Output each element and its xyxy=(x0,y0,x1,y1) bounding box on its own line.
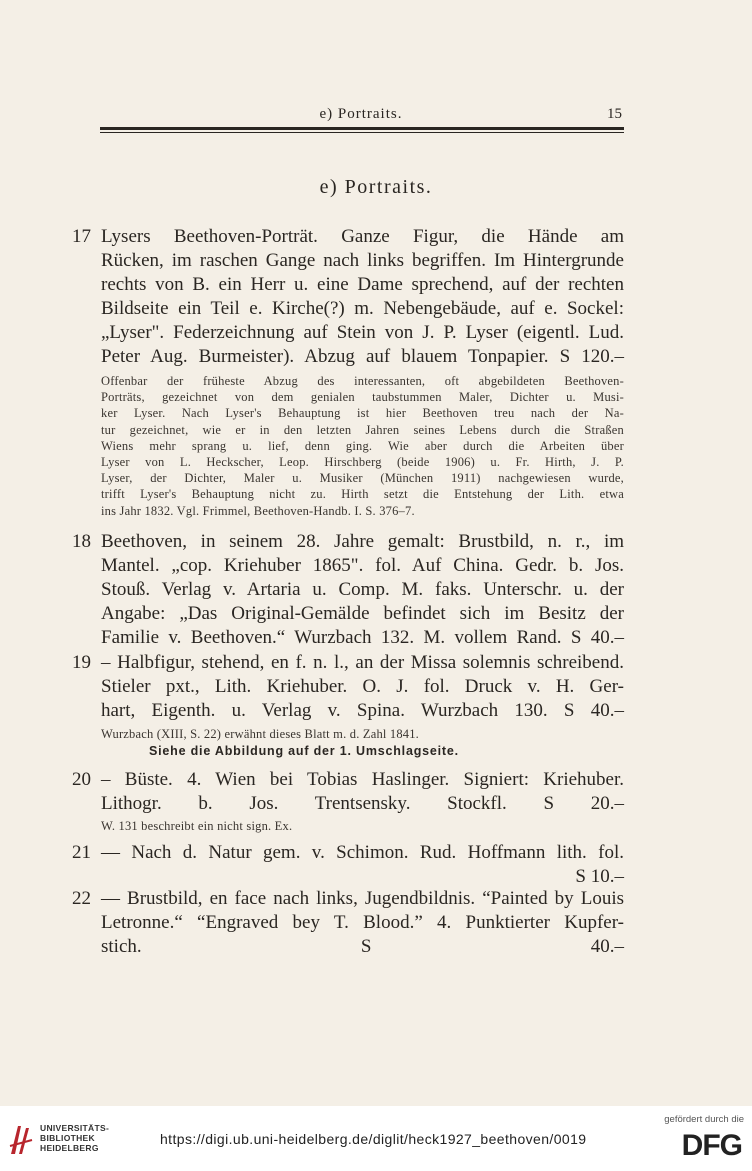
entry-note-line: Offenbar der früheste Abzug des interessanten, oft abgebildeten Beethoven- xyxy=(101,374,624,388)
entry-line: hart, Eigenth. u. Verlag v. Spina. Wurzbach 130. S 40.– xyxy=(101,700,624,721)
entry-line: Letronne.“ “Engraved bey T. Blood.” 4. Punktierter Kupfer- xyxy=(101,912,624,933)
entry-line: — Brustbild, en face nach links, Jugendbildnis. “Painted by Louis xyxy=(101,888,624,909)
entry-note-line: tur gezeichnet, wie er in den letzten Jahren seines Lebens durch die Straßen xyxy=(101,422,624,437)
page-number: 15 xyxy=(607,106,622,122)
entry-line: Angabe: „Das Original-Gemälde befindet sich im Besitz der xyxy=(101,603,624,624)
entry-line: Peter Aug. Burmeister). Abzug auf blauem Tonpapier. S 120.– xyxy=(101,346,624,367)
running-head xyxy=(100,106,622,128)
entry-note-line: Lyser von L. Heckscher, Leop. Hirschberg (beide 1906) u. Fr. Hirth, J. P. xyxy=(101,455,624,470)
entry-line: rechts von B. ein Herr u. eine Dame sprechend, auf der rechten xyxy=(101,274,624,295)
entry-line: Beethoven, in seinem 28. Jahre gemalt: Brustbild, n. r., im xyxy=(101,531,624,552)
running-title: e) Portraits. xyxy=(319,106,403,122)
entry-line: – Büste. 4. Wien bei Tobias Haslinger. Signiert: Kriehuber. xyxy=(101,769,624,790)
illustration-reference: Siehe die Abbildung auf der 1. Umschlagseite. xyxy=(149,744,459,759)
entry-line: Familie v. Beethoven.“ Wurzbach 132. M. vollem Rand. S 40.– xyxy=(101,627,624,648)
university-library-logo-icon xyxy=(8,1122,34,1156)
entry-line: stich. S 40.– xyxy=(101,936,624,957)
entry-note-line: Wurzbach (XIII, S. 22) erwähnt dieses Blatt m. d. Zahl 1841. xyxy=(101,727,420,741)
entry-line: Bildseite ein Teil e. Kirche(?) m. Nebengebäude, auf e. Sockel: xyxy=(101,298,624,319)
entry-number: 22 xyxy=(72,888,91,909)
entry-number: 18 xyxy=(72,531,91,552)
library-name: UNIVERSITÄTS- BIBLIOTHEK HEIDELBERG xyxy=(40,1123,110,1153)
entry-line: Rücken, im raschen Gange nach links begriffen. Im Hintergrunde xyxy=(101,250,624,271)
entry-line: Mantel. „cop. Kriehuber 1865". fol. Auf China. Gedr. b. Jos. xyxy=(101,555,624,576)
permalink-url[interactable]: https://digi.ub.uni-heidelberg.de/diglit/heck1927_beethoven/0019 xyxy=(160,1131,587,1147)
entry-note-line: Wiens mehr sprang u. lief, denn ging. Wie aber durch die Arbeiten über xyxy=(101,438,624,453)
section-title: e) Portraits. xyxy=(319,176,433,198)
entry-note-line: trifft Lyser's Behauptung nicht zu. Hirth setzt die Entstehung der Lith. etwa xyxy=(101,487,624,502)
header-rule-thick xyxy=(100,127,624,130)
entry-line: S 10.– xyxy=(575,866,624,887)
funded-by-label: gefördert durch die xyxy=(664,1114,744,1125)
entry-line: Lysers Beethoven-Porträt. Ganze Figur, die Hände am xyxy=(101,226,624,247)
dfg-logo: DFG xyxy=(681,1129,742,1162)
entry-number: 20 xyxy=(72,769,91,790)
entry-line: — Nach d. Natur gem. v. Schimon. Rud. Hoffmann lith. fol. xyxy=(101,842,624,863)
entry-line: Lithogr. b. Jos. Trentsensky. Stockfl. S 20.– xyxy=(101,793,624,814)
entry-line: Stouß. Verlag v. Artaria u. Comp. M. faks. Unterschr. u. der xyxy=(101,579,624,600)
entry-line: – Halbfigur, stehend, en f. n. l., an der Missa solemnis schreibend. xyxy=(101,652,624,673)
entry-note-line: Lyser, der Dichter, Maler u. Musiker (München 1911) nachgewiesen wurde, xyxy=(101,471,624,486)
entry-number: 21 xyxy=(72,842,91,863)
entry-note-line: ins Jahr 1832. Vgl. Frimmel, Beethoven-Handb. I. S. 376–7. xyxy=(101,503,415,518)
footer-bar xyxy=(0,1106,752,1171)
entry-line: „Lyser". Federzeichnung auf Stein von J. P. Lyser (eigentl. Lud. xyxy=(101,322,624,343)
entry-note-line: W. 131 beschreibt ein nicht sign. Ex. xyxy=(101,819,293,833)
entry-number: 19 xyxy=(72,652,91,673)
entry-line: Stieler pxt., Lith. Kriehuber. O. J. fol. Druck v. H. Ger- xyxy=(101,676,624,697)
header-rule-thin xyxy=(100,132,624,133)
entry-number: 17 xyxy=(72,226,91,247)
entry-note-line: ker Lyser. Nach Lyser's Behauptung ist hier Beethoven treu nach der Na- xyxy=(101,406,624,421)
entry-note-line: Porträts, gezeichnet von dem genialen taubstummen Maler, Dichter u. Musi- xyxy=(101,390,624,405)
